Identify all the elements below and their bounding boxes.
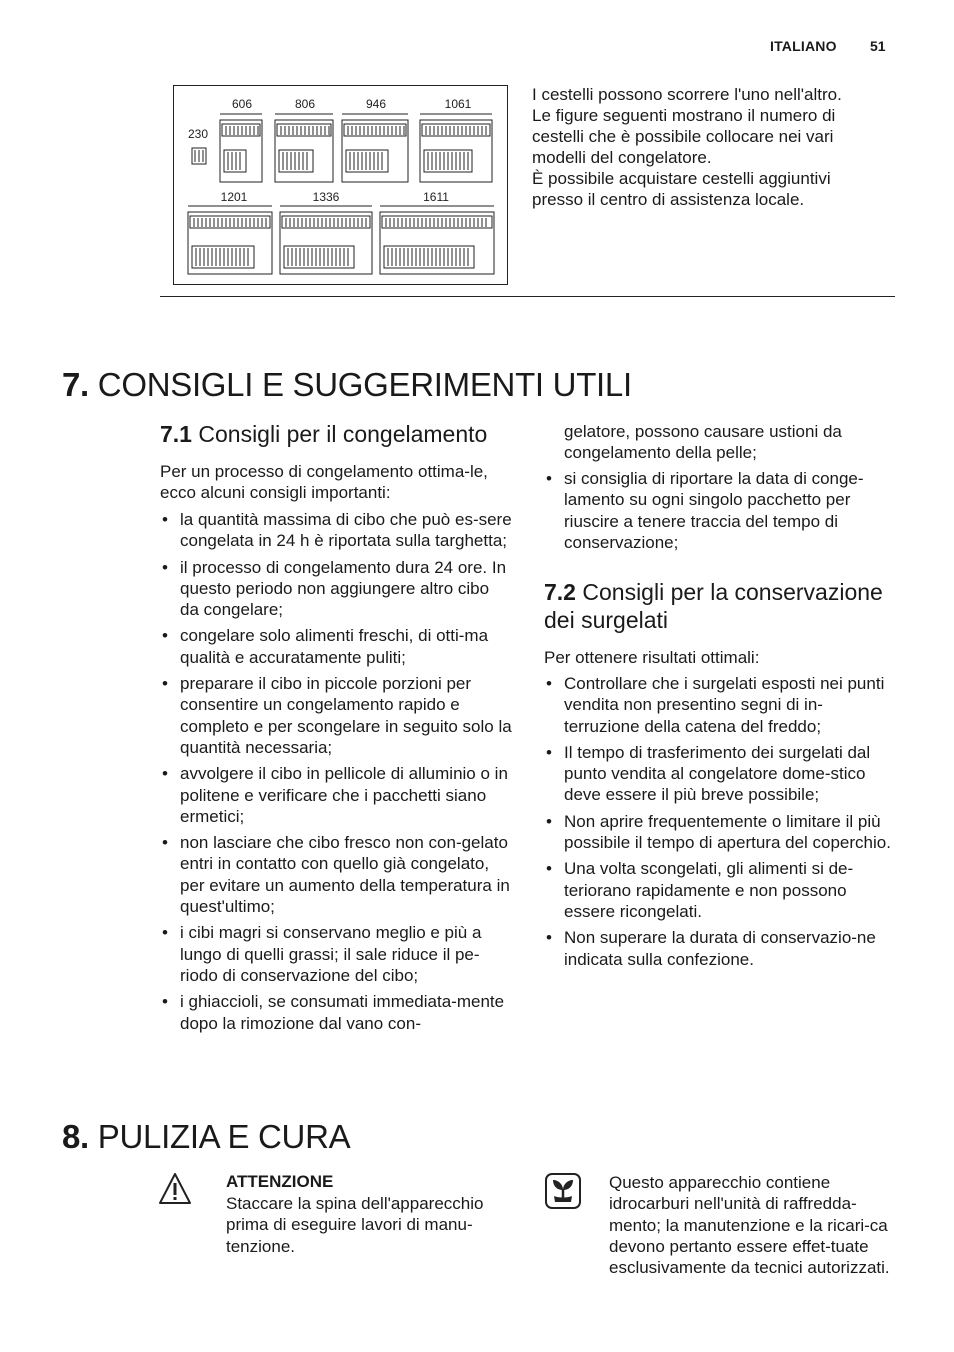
basket-diagram [174,86,507,284]
section-number: 8. [62,1118,89,1155]
basket-figure [173,85,508,285]
figure-description [532,84,892,210]
section-7-heading [62,366,632,404]
figure-text-line: È possibile acquistare cestelli aggiuntivi [532,169,831,188]
warning-triangle-icon [158,1172,192,1206]
list-item: • la quantità massima di cibo che può es-sere congelata in 24 h è riportata sulla targhetta; [160,509,512,552]
subsection-number: 7.2 [544,579,576,605]
section-title: PULIZIA E CURA [97,1118,351,1155]
list-item: • i ghiaccioli, se consumati immediata-mente dopo la rimozione dal vano con- [160,991,512,1034]
warning-text: Staccare la spina dell'apparecchio prima di eseguire lavori di manu-tenzione. [226,1194,484,1256]
figure-label-1611: 1611 [423,190,449,204]
figure-text-line: modelli del congelatore. [532,148,712,167]
list-item: • Non superare la durata di conservazio-ne indicata sulla confezione. [544,927,896,970]
subsection-7-1-heading [160,420,487,448]
figure-label-1201: 1201 [220,190,248,204]
figure-text-line: Le figure seguenti mostrano il numero di [532,106,836,125]
list-item: • non lasciare che cibo fresco non con-gelato entri in contatto con quello già congelato, per evitare un aumento della temperatura in quest'ultimo; [160,832,512,917]
figure-text-line: cestelli che è possibile collocare nei vari [532,127,834,146]
figure-label-946: 946 [365,97,387,111]
list-item: • si consiglia di riportare la data di conge-lamento su ogni singolo pacchetto per riuscire a tenere traccia del tempo di conservazione; [544,468,896,553]
list-item: • Il tempo di trasferimento dei surgelati dal punto vendita al congelatore dome-stico deve essere il più breve possibile; [544,742,896,806]
list-item-continuation: gelatore, possono causare ustioni da congelamento della pelle; [564,422,842,463]
warning-title: ATTENZIONE [226,1172,334,1191]
subsection-7-2-heading [544,578,884,634]
list-item: • i cibi magri si conservano meglio e più a lungo di quelli grassi; il sale riduce il pe-riodo di conservazione del cibo; [160,922,512,986]
figure-label-230: 230 [187,127,209,141]
list-item: • Non aprire frequentemente o limitare il più possibile il tempo di apertura del coperchio. [544,811,896,854]
section-8-heading [62,1118,350,1156]
header-language: ITALIANO [770,38,837,54]
list-item: • Controllare che i surgelati esposti nei punti vendita non presentino segni di in-terruzione della catena del freddo; [544,673,896,737]
figure-text-line: presso il centro di assistenza locale. [532,190,805,209]
list-item: • il processo di congelamento dura 24 ore. In questo periodo non aggiungere altro cibo da congelare; [160,557,512,621]
environment-icon [544,1172,582,1210]
figure-label-806: 806 [294,97,316,111]
subsection-7-2-intro: Per ottenere risultati ottimali: [544,648,760,667]
page-number: 51 [870,38,886,54]
figure-label-1336: 1336 [312,190,340,204]
environment-text: Questo apparecchio contiene idrocarburi nell'unità di raffredda-mento; la manutenzione e la ricari-ca devono pertanto essere effet-tuate esclusivamente da tecnici autorizzati. [609,1173,890,1278]
storage-tips-list [544,673,896,975]
figure-label-1061: 1061 [444,97,472,111]
section-title: CONSIGLI E SUGGERIMENTI UTILI [97,366,632,403]
freezing-tips-list [160,509,512,1039]
subsection-number: 7.1 [160,421,192,447]
list-item: • congelare solo alimenti freschi, di otti-ma qualità e accuratamente puliti; [160,625,512,668]
section-divider [160,296,895,297]
section-number: 7. [62,366,89,403]
subsection-7-1-intro: Per un processo di congelamento ottima-le, ecco alcuni consigli importanti: [160,462,488,503]
subsection-title: Consigli per la conservazione dei surgelati [544,579,883,633]
list-item: • avvolgere il cibo in pellicole di alluminio o in politene e verificare che i pacchetti siano ermetici; [160,763,512,827]
figure-label-606: 606 [231,97,253,111]
subsection-title: Consigli per il congelamento [198,421,488,447]
freezing-tips-list-continued [544,468,896,558]
list-item: • Una volta scongelati, gli alimenti si de-teriorano rapidamente e non possono essere ricongelati. [544,858,896,922]
list-item: • preparare il cibo in piccole porzioni per consentire un congelamento rapido e completo e per scongelare in seguito solo la quantità necessaria; [160,673,512,758]
figure-text-line: I cestelli possono scorrere l'uno nell'altro. [532,85,842,104]
